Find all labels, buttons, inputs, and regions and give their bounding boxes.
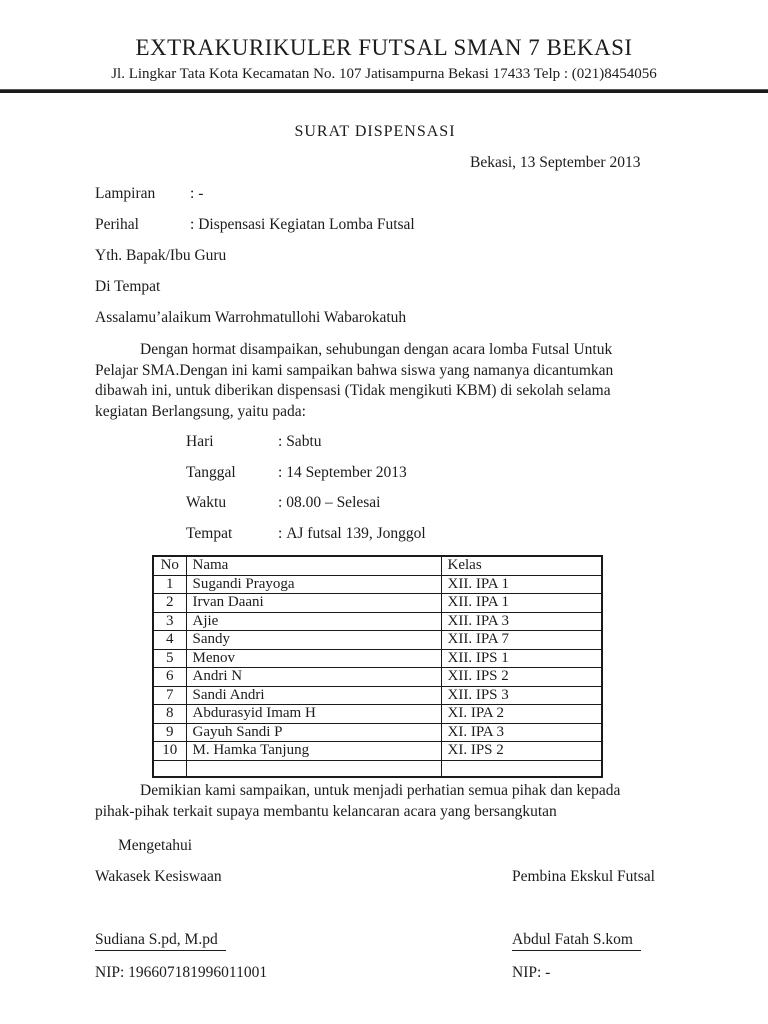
table-cell: XII. IPA 1 bbox=[441, 594, 602, 613]
meta-value: - bbox=[198, 185, 204, 202]
meta-row-lampiran bbox=[95, 185, 655, 203]
table-body bbox=[153, 575, 602, 777]
signature-left-nip: NIP: 196607181996011001 bbox=[95, 964, 268, 981]
table-cell: XII. IPA 3 bbox=[441, 612, 602, 631]
signature-block bbox=[95, 868, 655, 982]
table-row bbox=[153, 705, 602, 724]
detail-value: 08.00 – Selesai bbox=[286, 494, 381, 511]
table-cell: 4 bbox=[153, 631, 186, 650]
table-header-cell: No bbox=[153, 556, 186, 575]
detail-row-tempat bbox=[186, 525, 655, 543]
table-row bbox=[153, 649, 602, 668]
meta-separator: : bbox=[190, 216, 195, 233]
signature-right-name: Abdul Fatah S.kom bbox=[512, 931, 655, 951]
table-cell: 1 bbox=[153, 575, 186, 594]
detail-label: Hari bbox=[186, 433, 214, 450]
organization-address: Jl. Lingkar Tata Kota Kecamatan No. 107 Jatisampurna Bekasi 17433 Telp : (021)8454056 bbox=[111, 66, 657, 82]
table-cell: 6 bbox=[153, 668, 186, 687]
detail-separator: : bbox=[278, 433, 283, 450]
letterhead bbox=[0, 0, 768, 93]
table-row bbox=[153, 594, 602, 613]
table-cell: XII. IPS 1 bbox=[441, 649, 602, 668]
meta-label: Perihal bbox=[95, 216, 139, 233]
table-row bbox=[153, 723, 602, 742]
table-header-cell: Kelas bbox=[441, 556, 602, 575]
table-cell: Menov bbox=[186, 649, 441, 668]
acknowledgement-label: Mengetahui bbox=[118, 837, 193, 854]
table-row bbox=[153, 760, 602, 777]
table-row bbox=[153, 742, 602, 761]
opening-paragraph: Dengan hormat disampaikan, sehubungan dengan acara lomba Futsal Untuk Pelajar SMA.Dengan ini kami sampaikan bahwa siswa yang namanya dicantumkan dibawah ini, untuk diberikan dispensasi (Tidak mengikuti KBM) di sekolah selama kegiatan Berlangsung, yaitu pada: bbox=[95, 341, 614, 420]
detail-row-hari bbox=[186, 433, 655, 451]
table-cell: XII. IPS 3 bbox=[441, 686, 602, 705]
table-header-row bbox=[153, 556, 602, 575]
table-row bbox=[153, 686, 602, 705]
detail-label: Tempat bbox=[186, 524, 233, 542]
table-cell: Sugandi Prayoga bbox=[186, 575, 441, 594]
table-cell: Andri N bbox=[186, 668, 441, 687]
detail-separator: : bbox=[278, 494, 283, 511]
table-cell bbox=[186, 760, 441, 777]
student-roster-table bbox=[152, 555, 603, 778]
letterhead-divider bbox=[0, 89, 768, 93]
signature-right-nip: NIP: - bbox=[512, 964, 551, 981]
signature-right bbox=[512, 868, 655, 982]
recipient-place: Di Tempat bbox=[95, 278, 161, 295]
table-cell: XII. IPA 1 bbox=[441, 575, 602, 594]
letter-meta bbox=[95, 185, 655, 327]
table-row bbox=[153, 575, 602, 594]
table-cell: Abdurasyid Imam H bbox=[186, 705, 441, 724]
detail-separator: : bbox=[278, 524, 283, 542]
table-cell: 10 bbox=[153, 742, 186, 761]
signature-left bbox=[95, 868, 512, 982]
table-cell: 3 bbox=[153, 612, 186, 631]
table-cell bbox=[441, 760, 602, 777]
closing-paragraph: Demikian kami sampaikan, untuk menjadi perhatian semua pihak dan kepada pihak-pihak terkait supaya membantu kelancaran acara yang bersangkutan bbox=[95, 782, 621, 820]
letter-title: SURAT DISPENSASI bbox=[294, 123, 456, 140]
detail-value: Sabtu bbox=[286, 433, 322, 450]
event-details bbox=[186, 433, 655, 543]
table-cell: XII. IPS 2 bbox=[441, 668, 602, 687]
table-cell: Irvan Daani bbox=[186, 594, 441, 613]
table-cell bbox=[153, 760, 186, 777]
detail-label: Waktu bbox=[186, 494, 227, 511]
table-cell: 8 bbox=[153, 705, 186, 724]
letter-body bbox=[0, 123, 768, 982]
meta-label: Lampiran bbox=[95, 185, 156, 202]
table-cell: Gayuh Sandi P bbox=[186, 723, 441, 742]
detail-value: 14 September 2013 bbox=[286, 463, 407, 481]
table-cell: XI. IPA 3 bbox=[441, 723, 602, 742]
table-cell: 9 bbox=[153, 723, 186, 742]
table-row bbox=[153, 668, 602, 687]
recipient-line: Yth. Bapak/Ibu Guru bbox=[95, 247, 227, 264]
detail-row-tanggal bbox=[186, 464, 655, 482]
detail-value: AJ futsal 139, Jonggol bbox=[286, 524, 426, 542]
letter-date: Bekasi, 13 September 2013 bbox=[470, 154, 641, 171]
detail-row-waktu bbox=[186, 494, 655, 512]
meta-value: Dispensasi Kegiatan Lomba Futsal bbox=[198, 216, 415, 233]
table-cell: XI. IPS 2 bbox=[441, 742, 602, 761]
table-cell: 5 bbox=[153, 649, 186, 668]
table-cell: Sandy bbox=[186, 631, 441, 650]
table-cell: Sandi Andri bbox=[186, 686, 441, 705]
table-cell: 7 bbox=[153, 686, 186, 705]
signature-left-role: Wakasek Kesiswaan bbox=[95, 868, 222, 885]
table-cell: M. Hamka Tanjung bbox=[186, 742, 441, 761]
table-cell: Ajie bbox=[186, 612, 441, 631]
meta-row-perihal bbox=[95, 216, 655, 234]
table-row bbox=[153, 612, 602, 631]
detail-label: Tanggal bbox=[186, 463, 236, 481]
organization-title: EXTRAKURIKULER FUTSAL SMAN 7 BEKASI bbox=[135, 35, 633, 60]
table-header-cell: Nama bbox=[186, 556, 441, 575]
signature-left-name: Sudiana S.pd, M.pd bbox=[95, 931, 512, 951]
table-cell: XI. IPA 2 bbox=[441, 705, 602, 724]
meta-separator: : bbox=[190, 185, 195, 202]
table-header bbox=[153, 556, 602, 575]
signature-right-role: Pembina Ekskul Futsal bbox=[512, 868, 655, 885]
detail-separator: : bbox=[278, 463, 283, 481]
table-cell: XII. IPA 7 bbox=[441, 631, 602, 650]
table-cell: 2 bbox=[153, 594, 186, 613]
salutation: Assalamu’alaikum Warrohmatullohi Wabarokatuh bbox=[95, 309, 407, 326]
table-row bbox=[153, 631, 602, 650]
